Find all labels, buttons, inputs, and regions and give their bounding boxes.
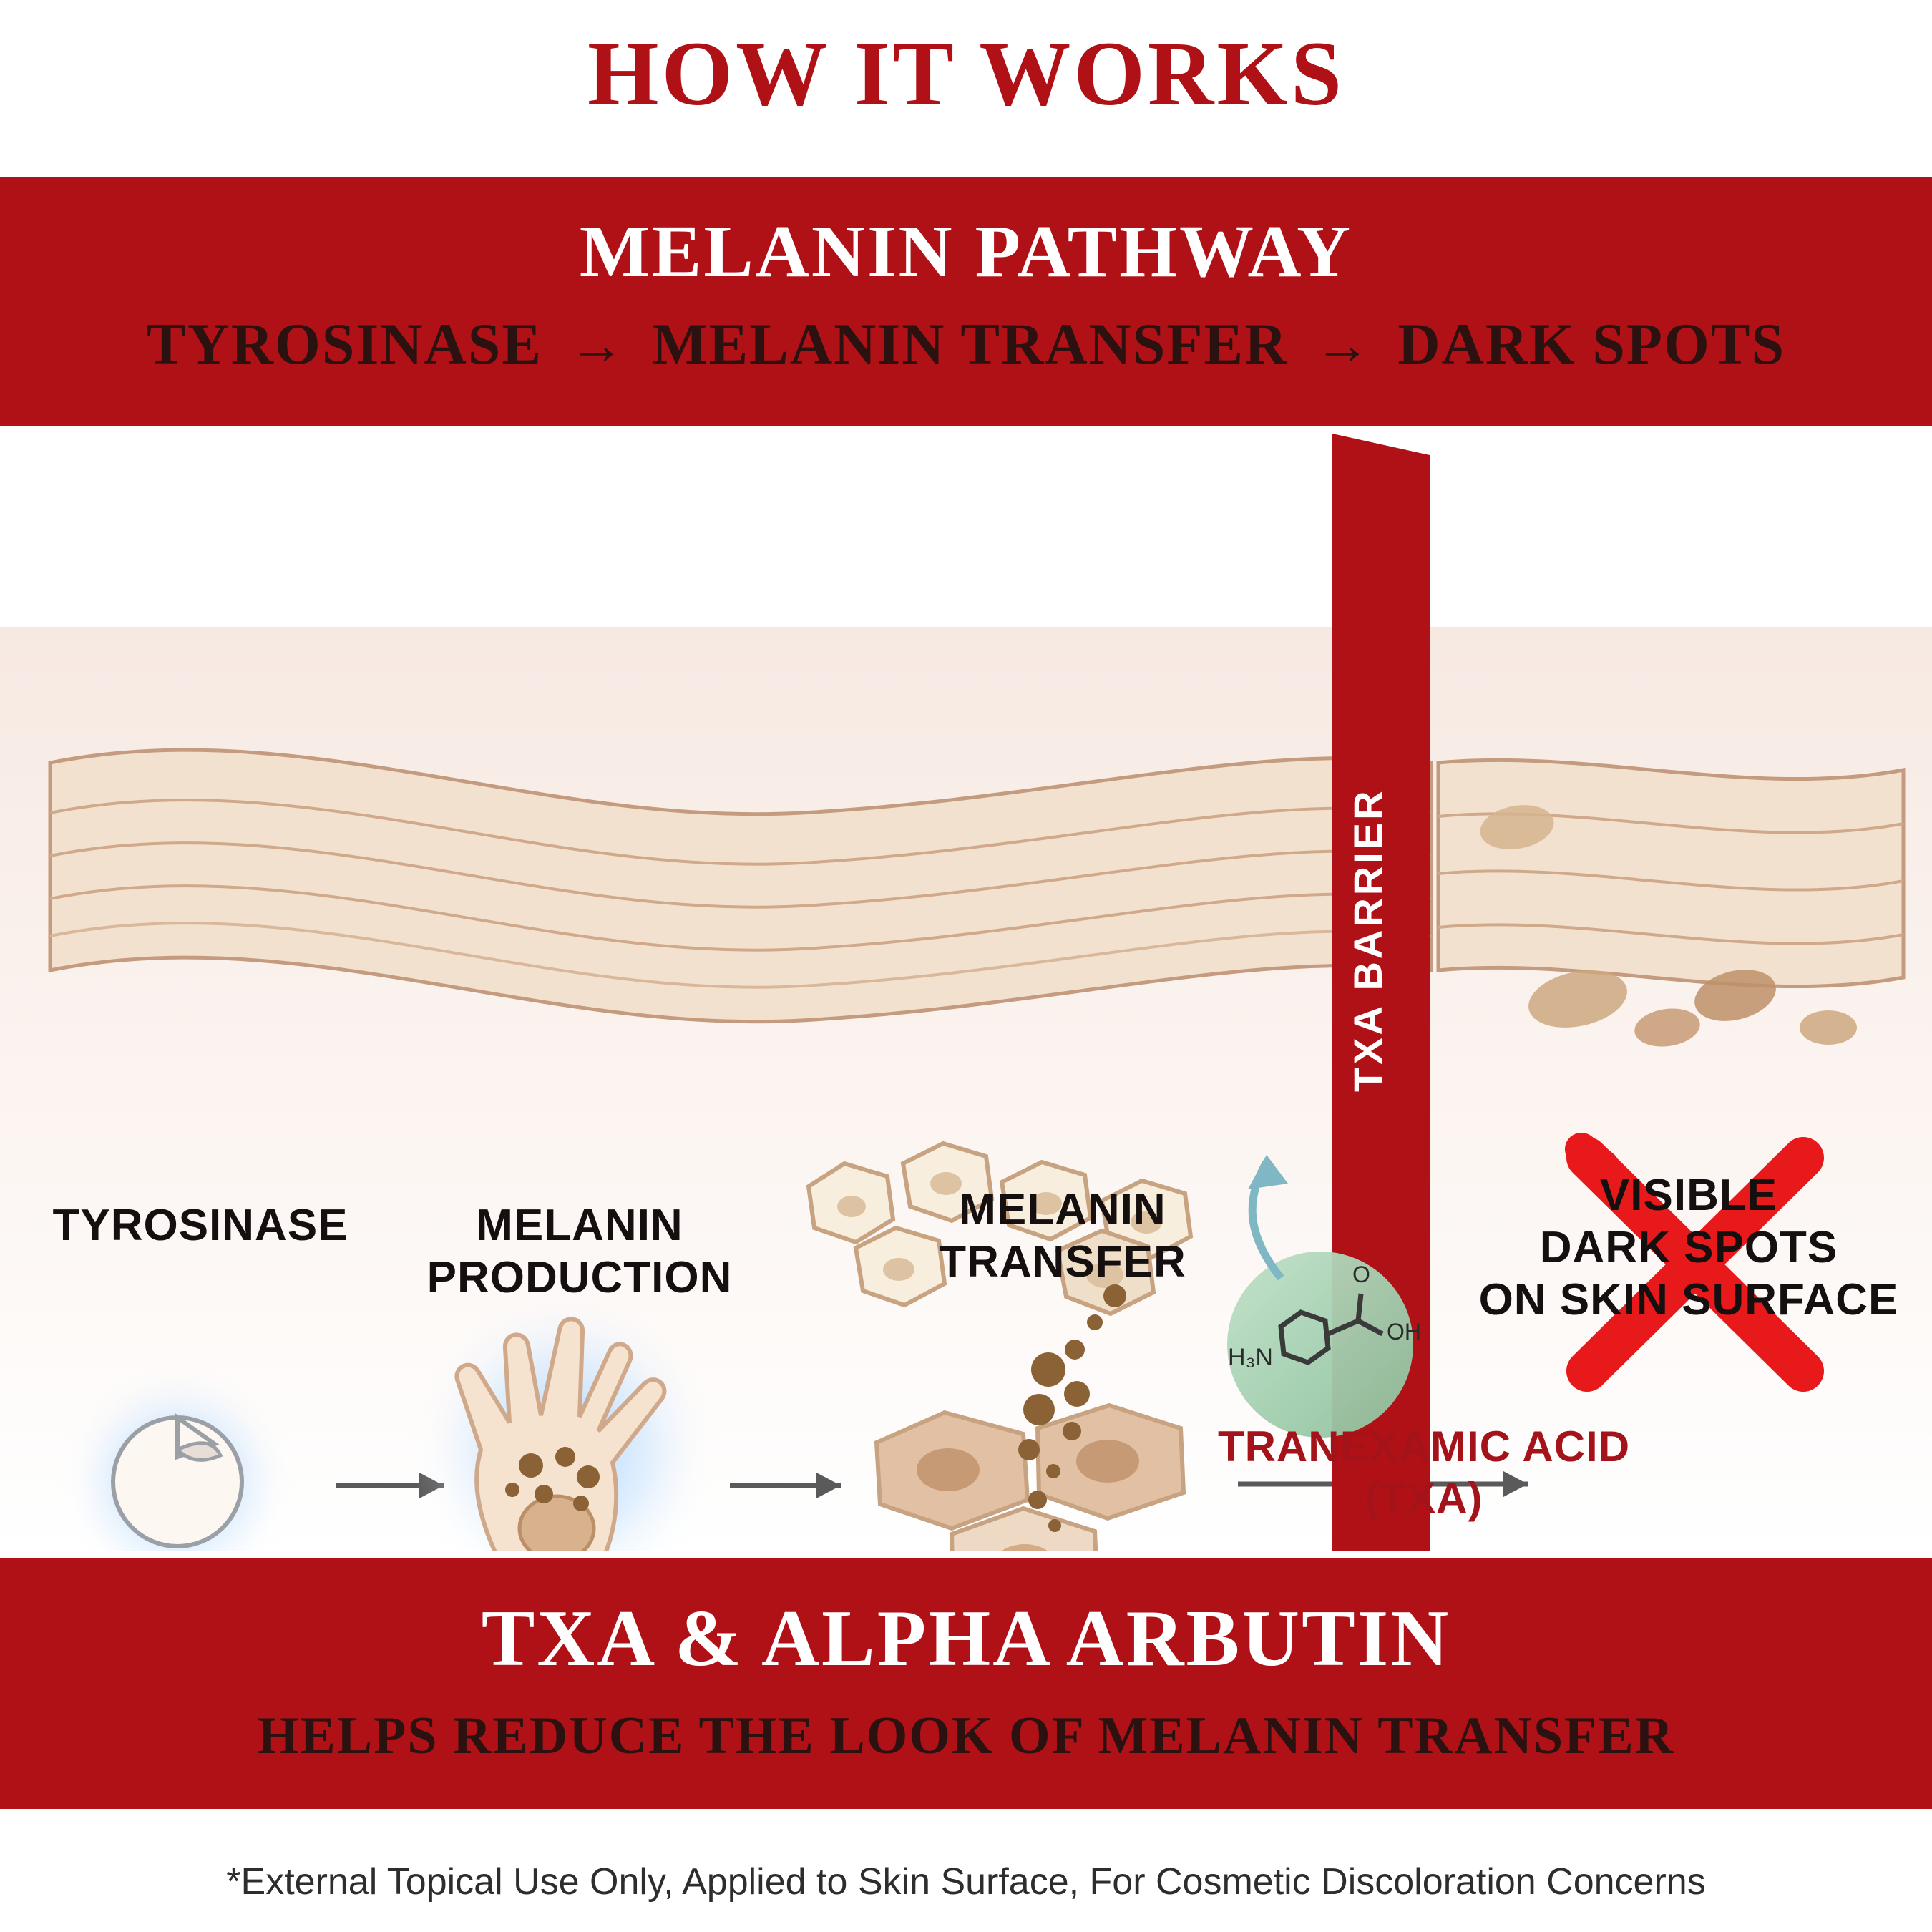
txa-caption-line-1: TRANEXAMIC ACID [1217, 1423, 1631, 1470]
txa-barrier-label: TXA BARRIER [1345, 788, 1390, 1092]
melanin-pathway-band [0, 177, 1932, 426]
stage-label-melanin-production [358, 1199, 801, 1304]
molecule-amine-label: H₃N [1228, 1344, 1273, 1371]
stage-label-line-1: VISIBLE [1599, 1171, 1778, 1220]
stage-label-visible-dark-spots [1453, 1169, 1925, 1326]
stage-label-line-3: ON SKIN SURFACE [1478, 1275, 1899, 1325]
molecule-carbonyl-label: O [1352, 1262, 1370, 1287]
footnote: *External Topical Use Only, Applied to Skin Surface, For Cosmetic Discoloration Concerns [226, 1861, 1706, 1903]
stage-label-line-1: MELANIN [476, 1201, 683, 1250]
stage-label-line-2: PRODUCTION [426, 1253, 733, 1303]
melanin-pathway-diagram [0, 426, 1932, 1551]
ingredients-title: TXA & ALPHA ARBUTIN [481, 1594, 1451, 1683]
arrow-right-icon-2: → [1314, 313, 1372, 376]
ingredients-subtitle: HELPS REDUCE THE LOOK OF MELANIN TRANSFER [257, 1707, 1675, 1765]
diagram-canvas [0, 426, 1932, 1551]
ingredients-band [0, 1558, 1932, 1809]
arrow-right-icon: → [568, 313, 626, 376]
stage-label-line-2: TRANSFER [939, 1237, 1186, 1287]
pathway-step-1: TYROSINASE [146, 311, 543, 376]
pathway-step-3: DARK SPOTS [1397, 311, 1786, 376]
txa-caption [1116, 1421, 1732, 1524]
pathway-sequence [0, 311, 1932, 378]
molecule-hydroxyl-label: OH [1387, 1319, 1421, 1345]
band-title: MELANIN PATHWAY [579, 210, 1353, 293]
stage-label-tyrosinase: TYROSINASE [52, 1201, 348, 1250]
stage-label-line-2: DARK SPOTS [1539, 1223, 1838, 1273]
page-title: HOW IT WORKS [587, 23, 1345, 125]
stage-label-line-1: MELANIN [959, 1185, 1166, 1234]
stage-label-melanin-transfer [841, 1184, 1284, 1288]
pathway-step-2: MELANIN TRANSFER [652, 311, 1289, 376]
txa-caption-line-2: (TXA) [1365, 1474, 1483, 1522]
